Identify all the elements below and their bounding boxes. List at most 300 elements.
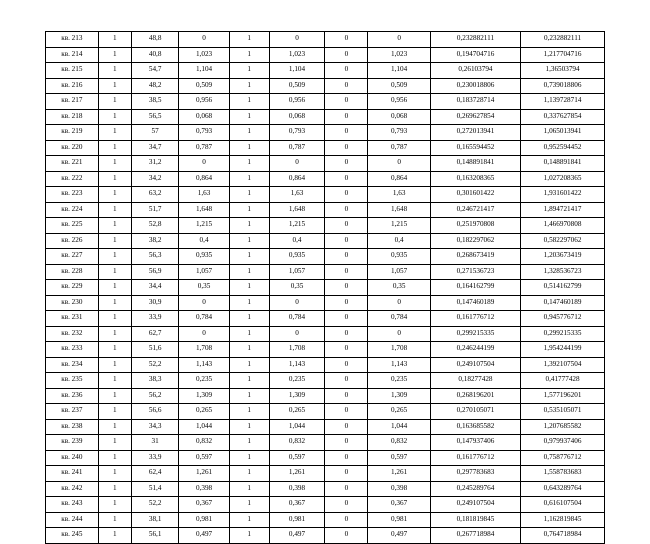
value-cell: 0,535105071: [521, 404, 605, 420]
value-cell: 1: [229, 78, 269, 94]
value-cell: 1: [229, 156, 269, 172]
value-cell: 1: [229, 497, 269, 513]
value-cell: 0,232882111: [430, 32, 520, 48]
table-row: [46, 342, 605, 358]
unit-cell: кв. 214: [46, 47, 99, 63]
value-cell: 0,301601422: [430, 187, 520, 203]
value-cell: 30,9: [131, 295, 178, 311]
value-cell: 0,935: [368, 249, 430, 265]
value-cell: 1,027208365: [521, 171, 605, 187]
value-cell: 1,143: [179, 357, 230, 373]
unit-cell: кв. 222: [46, 171, 99, 187]
value-cell: 0,147937406: [430, 435, 520, 451]
table-row: [46, 295, 605, 311]
value-cell: 31,2: [131, 156, 178, 172]
value-cell: 0,979937406: [521, 435, 605, 451]
value-cell: 1: [98, 63, 131, 79]
unit-cell: кв. 235: [46, 373, 99, 389]
value-cell: 0,181819845: [430, 512, 520, 528]
value-cell: 0: [325, 528, 368, 544]
value-cell: 1,36503794: [521, 63, 605, 79]
value-cell: 1: [229, 63, 269, 79]
value-cell: 1,894721417: [521, 202, 605, 218]
value-cell: 0,268196201: [430, 388, 520, 404]
value-cell: 1: [98, 140, 131, 156]
unit-cell: кв. 236: [46, 388, 99, 404]
table-row: [46, 140, 605, 156]
value-cell: 0,235: [179, 373, 230, 389]
value-cell: 1,215: [179, 218, 230, 234]
value-cell: 1: [229, 481, 269, 497]
value-cell: 1: [98, 326, 131, 342]
table-row: [46, 218, 605, 234]
value-cell: 0,367: [179, 497, 230, 513]
value-cell: 0: [325, 47, 368, 63]
value-cell: 0,509: [368, 78, 430, 94]
value-cell: 0,739018806: [521, 78, 605, 94]
value-cell: 1,143: [269, 357, 325, 373]
value-cell: 0,956: [179, 94, 230, 110]
value-cell: 1,261: [179, 466, 230, 482]
unit-cell: кв. 224: [46, 202, 99, 218]
table-row: [46, 481, 605, 497]
value-cell: 0,864: [269, 171, 325, 187]
value-cell: 1: [98, 47, 131, 63]
value-cell: 48,2: [131, 78, 178, 94]
value-cell: 1: [98, 450, 131, 466]
value-cell: 1: [229, 311, 269, 327]
data-table-container: [45, 31, 605, 544]
value-cell: 52,2: [131, 357, 178, 373]
unit-cell: кв. 231: [46, 311, 99, 327]
unit-cell: кв. 227: [46, 249, 99, 265]
table-row: [46, 326, 605, 342]
value-cell: 0: [179, 156, 230, 172]
table-row: [46, 512, 605, 528]
value-cell: 0: [325, 481, 368, 497]
value-cell: 56,5: [131, 109, 178, 125]
value-cell: 1: [229, 326, 269, 342]
value-cell: 51,4: [131, 481, 178, 497]
value-cell: 1: [98, 388, 131, 404]
value-cell: 0,35: [368, 280, 430, 296]
value-cell: 1: [229, 264, 269, 280]
value-cell: 0,26103794: [430, 63, 520, 79]
value-cell: 1: [98, 357, 131, 373]
unit-cell: кв. 217: [46, 94, 99, 110]
unit-cell: кв. 245: [46, 528, 99, 544]
value-cell: 31: [131, 435, 178, 451]
value-cell: 0,147460189: [430, 295, 520, 311]
value-cell: 1: [98, 404, 131, 420]
value-cell: 1: [229, 218, 269, 234]
value-cell: 1,143: [368, 357, 430, 373]
value-cell: 0,952594452: [521, 140, 605, 156]
value-cell: 1,954244199: [521, 342, 605, 358]
value-cell: 0,509: [179, 78, 230, 94]
value-cell: 1: [229, 125, 269, 141]
value-cell: 1,648: [179, 202, 230, 218]
value-cell: 56,9: [131, 264, 178, 280]
value-cell: 1,057: [269, 264, 325, 280]
value-cell: 0,643289764: [521, 481, 605, 497]
value-cell: 0: [325, 497, 368, 513]
value-cell: 0,935: [179, 249, 230, 265]
value-cell: 1: [98, 295, 131, 311]
value-cell: 1,023: [179, 47, 230, 63]
unit-cell: кв. 238: [46, 419, 99, 435]
table-row: [46, 404, 605, 420]
value-cell: 0,163208365: [430, 171, 520, 187]
value-cell: 0: [325, 140, 368, 156]
value-cell: 0: [269, 295, 325, 311]
unit-cell: кв. 219: [46, 125, 99, 141]
value-cell: 0,068: [368, 109, 430, 125]
value-cell: 0,4: [269, 233, 325, 249]
value-cell: 57: [131, 125, 178, 141]
value-cell: 0,165594452: [430, 140, 520, 156]
unit-cell: кв. 213: [46, 32, 99, 48]
value-cell: 1,023: [269, 47, 325, 63]
value-cell: 0,194704716: [430, 47, 520, 63]
value-cell: 1: [229, 32, 269, 48]
value-cell: 0: [325, 125, 368, 141]
value-cell: 1: [98, 109, 131, 125]
table-row: [46, 78, 605, 94]
value-cell: 38,3: [131, 373, 178, 389]
value-cell: 0,367: [269, 497, 325, 513]
unit-cell: кв. 230: [46, 295, 99, 311]
value-cell: 1,162819845: [521, 512, 605, 528]
value-cell: 0: [179, 326, 230, 342]
value-cell: 0: [325, 202, 368, 218]
value-cell: 1: [98, 156, 131, 172]
value-cell: 0,270105071: [430, 404, 520, 420]
value-cell: 1,309: [269, 388, 325, 404]
value-cell: 0,832: [368, 435, 430, 451]
value-cell: 1: [98, 249, 131, 265]
value-cell: 1: [229, 419, 269, 435]
unit-cell: кв. 218: [46, 109, 99, 125]
value-cell: 1: [98, 94, 131, 110]
value-cell: 1: [229, 249, 269, 265]
value-cell: 0,182297062: [430, 233, 520, 249]
value-cell: 1: [98, 311, 131, 327]
value-cell: 1,261: [269, 466, 325, 482]
value-cell: 0,956: [269, 94, 325, 110]
value-cell: 0: [325, 357, 368, 373]
value-cell: 56,2: [131, 388, 178, 404]
unit-cell: кв. 243: [46, 497, 99, 513]
value-cell: 34,7: [131, 140, 178, 156]
value-cell: 0: [269, 32, 325, 48]
unit-cell: кв. 216: [46, 78, 99, 94]
value-cell: 1: [98, 202, 131, 218]
value-cell: 0,981: [368, 512, 430, 528]
unit-cell: кв. 221: [46, 156, 99, 172]
value-cell: 34,3: [131, 419, 178, 435]
value-cell: 0,398: [179, 481, 230, 497]
value-cell: 0: [325, 373, 368, 389]
value-cell: 1: [229, 388, 269, 404]
value-cell: 1,63: [269, 187, 325, 203]
value-cell: 0: [325, 419, 368, 435]
value-cell: 0,235: [368, 373, 430, 389]
value-cell: 1,931601422: [521, 187, 605, 203]
value-cell: 1,215: [368, 218, 430, 234]
value-cell: 1: [229, 202, 269, 218]
value-cell: 0,398: [269, 481, 325, 497]
value-cell: 0: [325, 94, 368, 110]
value-cell: 1: [98, 528, 131, 544]
value-cell: 0,4: [368, 233, 430, 249]
value-cell: 0,337627854: [521, 109, 605, 125]
value-cell: 0,163685582: [430, 419, 520, 435]
value-cell: 0,246721417: [430, 202, 520, 218]
value-cell: 0,832: [269, 435, 325, 451]
value-cell: 1,648: [368, 202, 430, 218]
value-cell: 1,328536723: [521, 264, 605, 280]
value-cell: 1: [98, 264, 131, 280]
value-cell: 1: [98, 512, 131, 528]
value-cell: 34,2: [131, 171, 178, 187]
value-cell: 0,616107504: [521, 497, 605, 513]
value-cell: 56,1: [131, 528, 178, 544]
value-cell: 0,497: [269, 528, 325, 544]
value-cell: 1: [98, 342, 131, 358]
table-body: [46, 32, 605, 544]
value-cell: 0,597: [269, 450, 325, 466]
value-cell: 1: [229, 280, 269, 296]
value-cell: 1: [98, 78, 131, 94]
value-cell: 0,272013941: [430, 125, 520, 141]
value-cell: 0: [325, 512, 368, 528]
unit-cell: кв. 237: [46, 404, 99, 420]
value-cell: 1: [229, 140, 269, 156]
value-cell: 0,268673419: [430, 249, 520, 265]
value-cell: 0,230018806: [430, 78, 520, 94]
value-cell: 1: [229, 435, 269, 451]
value-cell: 48,8: [131, 32, 178, 48]
value-cell: 62,7: [131, 326, 178, 342]
unit-cell: кв. 244: [46, 512, 99, 528]
value-cell: 1: [229, 342, 269, 358]
table-row: [46, 202, 605, 218]
value-cell: 0,367: [368, 497, 430, 513]
value-cell: 0,183728714: [430, 94, 520, 110]
value-cell: 0,793: [179, 125, 230, 141]
value-cell: 0,597: [368, 450, 430, 466]
value-cell: 0: [368, 156, 430, 172]
value-cell: 1,139728714: [521, 94, 605, 110]
value-cell: 1,309: [368, 388, 430, 404]
table-row: [46, 435, 605, 451]
value-cell: 0,148891841: [521, 156, 605, 172]
value-cell: 1,63: [368, 187, 430, 203]
value-cell: 1: [98, 171, 131, 187]
value-cell: 1,044: [179, 419, 230, 435]
unit-cell: кв. 242: [46, 481, 99, 497]
value-cell: 0: [325, 78, 368, 94]
value-cell: 0,148891841: [430, 156, 520, 172]
value-cell: 1: [229, 187, 269, 203]
value-cell: 1: [98, 497, 131, 513]
value-cell: 0: [325, 63, 368, 79]
value-cell: 0,265: [269, 404, 325, 420]
value-cell: 1: [98, 466, 131, 482]
value-cell: 1,708: [368, 342, 430, 358]
value-cell: 0,299215335: [430, 326, 520, 342]
value-cell: 0,935: [269, 249, 325, 265]
value-cell: 1,044: [368, 419, 430, 435]
value-cell: 54,7: [131, 63, 178, 79]
table-row: [46, 419, 605, 435]
unit-cell: кв. 226: [46, 233, 99, 249]
value-cell: 0,497: [368, 528, 430, 544]
value-cell: 0,269627854: [430, 109, 520, 125]
value-cell: 0,068: [179, 109, 230, 125]
value-cell: 1,057: [368, 264, 430, 280]
value-cell: 0,249107504: [430, 357, 520, 373]
value-cell: 0,784: [269, 311, 325, 327]
value-cell: 1,215: [269, 218, 325, 234]
value-cell: 0,787: [269, 140, 325, 156]
value-cell: 1: [229, 373, 269, 389]
value-cell: 1: [98, 481, 131, 497]
value-cell: 33,9: [131, 450, 178, 466]
unit-cell: кв. 239: [46, 435, 99, 451]
value-cell: 1: [229, 94, 269, 110]
value-cell: 0,864: [179, 171, 230, 187]
table-row: [46, 156, 605, 172]
table-row: [46, 280, 605, 296]
unit-cell: кв. 233: [46, 342, 99, 358]
value-cell: 1: [98, 187, 131, 203]
value-cell: 0,265: [179, 404, 230, 420]
value-cell: 56,6: [131, 404, 178, 420]
value-cell: 1,309: [179, 388, 230, 404]
value-cell: 1: [98, 435, 131, 451]
value-cell: 33,9: [131, 311, 178, 327]
value-cell: 0: [325, 435, 368, 451]
value-cell: 62,4: [131, 466, 178, 482]
table-row: [46, 528, 605, 544]
value-cell: 0: [325, 109, 368, 125]
table-row: [46, 63, 605, 79]
value-cell: 1: [229, 450, 269, 466]
value-cell: 1: [229, 233, 269, 249]
value-cell: 1: [229, 295, 269, 311]
value-cell: 0: [325, 388, 368, 404]
value-cell: 1: [229, 528, 269, 544]
value-cell: 1: [98, 218, 131, 234]
table-row: [46, 373, 605, 389]
value-cell: 1,466970808: [521, 218, 605, 234]
value-cell: 0,832: [179, 435, 230, 451]
value-cell: 0,246244199: [430, 342, 520, 358]
value-cell: 0,249107504: [430, 497, 520, 513]
unit-cell: кв. 232: [46, 326, 99, 342]
table-row: [46, 125, 605, 141]
value-cell: 1,065013941: [521, 125, 605, 141]
table-row: [46, 47, 605, 63]
value-cell: 0,251970808: [430, 218, 520, 234]
value-cell: 0,793: [368, 125, 430, 141]
value-cell: 0,18277428: [430, 373, 520, 389]
value-cell: 38,2: [131, 233, 178, 249]
table-row: [46, 233, 605, 249]
value-cell: 1: [229, 171, 269, 187]
value-cell: 0,582297062: [521, 233, 605, 249]
value-cell: 1,577196201: [521, 388, 605, 404]
value-cell: 1,392107504: [521, 357, 605, 373]
value-cell: 1,708: [179, 342, 230, 358]
value-cell: 0,758776712: [521, 450, 605, 466]
apartment-coefficients-table: [45, 31, 605, 544]
value-cell: 0,161776712: [430, 450, 520, 466]
table-row: [46, 450, 605, 466]
value-cell: 0,235: [269, 373, 325, 389]
unit-cell: кв. 225: [46, 218, 99, 234]
table-row: [46, 94, 605, 110]
value-cell: 0: [325, 466, 368, 482]
value-cell: 0: [368, 295, 430, 311]
value-cell: 0: [325, 404, 368, 420]
value-cell: 1,648: [269, 202, 325, 218]
value-cell: 52,8: [131, 218, 178, 234]
value-cell: 0,514162799: [521, 280, 605, 296]
value-cell: 0,981: [269, 512, 325, 528]
value-cell: 0,764718984: [521, 528, 605, 544]
value-cell: 0: [325, 280, 368, 296]
value-cell: 0: [325, 295, 368, 311]
value-cell: 40,8: [131, 47, 178, 63]
value-cell: 51,6: [131, 342, 178, 358]
table-row: [46, 497, 605, 513]
value-cell: 0: [325, 171, 368, 187]
value-cell: 1: [98, 32, 131, 48]
table-row: [46, 187, 605, 203]
unit-cell: кв. 234: [46, 357, 99, 373]
value-cell: 0: [325, 264, 368, 280]
table-row: [46, 171, 605, 187]
value-cell: 0,297783683: [430, 466, 520, 482]
value-cell: 0: [269, 156, 325, 172]
value-cell: 1,044: [269, 419, 325, 435]
value-cell: 1,104: [368, 63, 430, 79]
value-cell: 1: [229, 512, 269, 528]
value-cell: 0,784: [179, 311, 230, 327]
value-cell: 34,4: [131, 280, 178, 296]
value-cell: 0: [325, 233, 368, 249]
value-cell: 1: [98, 280, 131, 296]
value-cell: 0: [325, 311, 368, 327]
value-cell: 1: [229, 47, 269, 63]
value-cell: 0: [269, 326, 325, 342]
value-cell: 0,265: [368, 404, 430, 420]
value-cell: 1: [229, 357, 269, 373]
value-cell: 1: [98, 419, 131, 435]
value-cell: 1: [98, 233, 131, 249]
value-cell: 1: [229, 466, 269, 482]
value-cell: 1: [98, 125, 131, 141]
table-row: [46, 357, 605, 373]
value-cell: 0,398: [368, 481, 430, 497]
value-cell: 0,35: [179, 280, 230, 296]
value-cell: 0,161776712: [430, 311, 520, 327]
value-cell: 1,63: [179, 187, 230, 203]
value-cell: 0,864: [368, 171, 430, 187]
